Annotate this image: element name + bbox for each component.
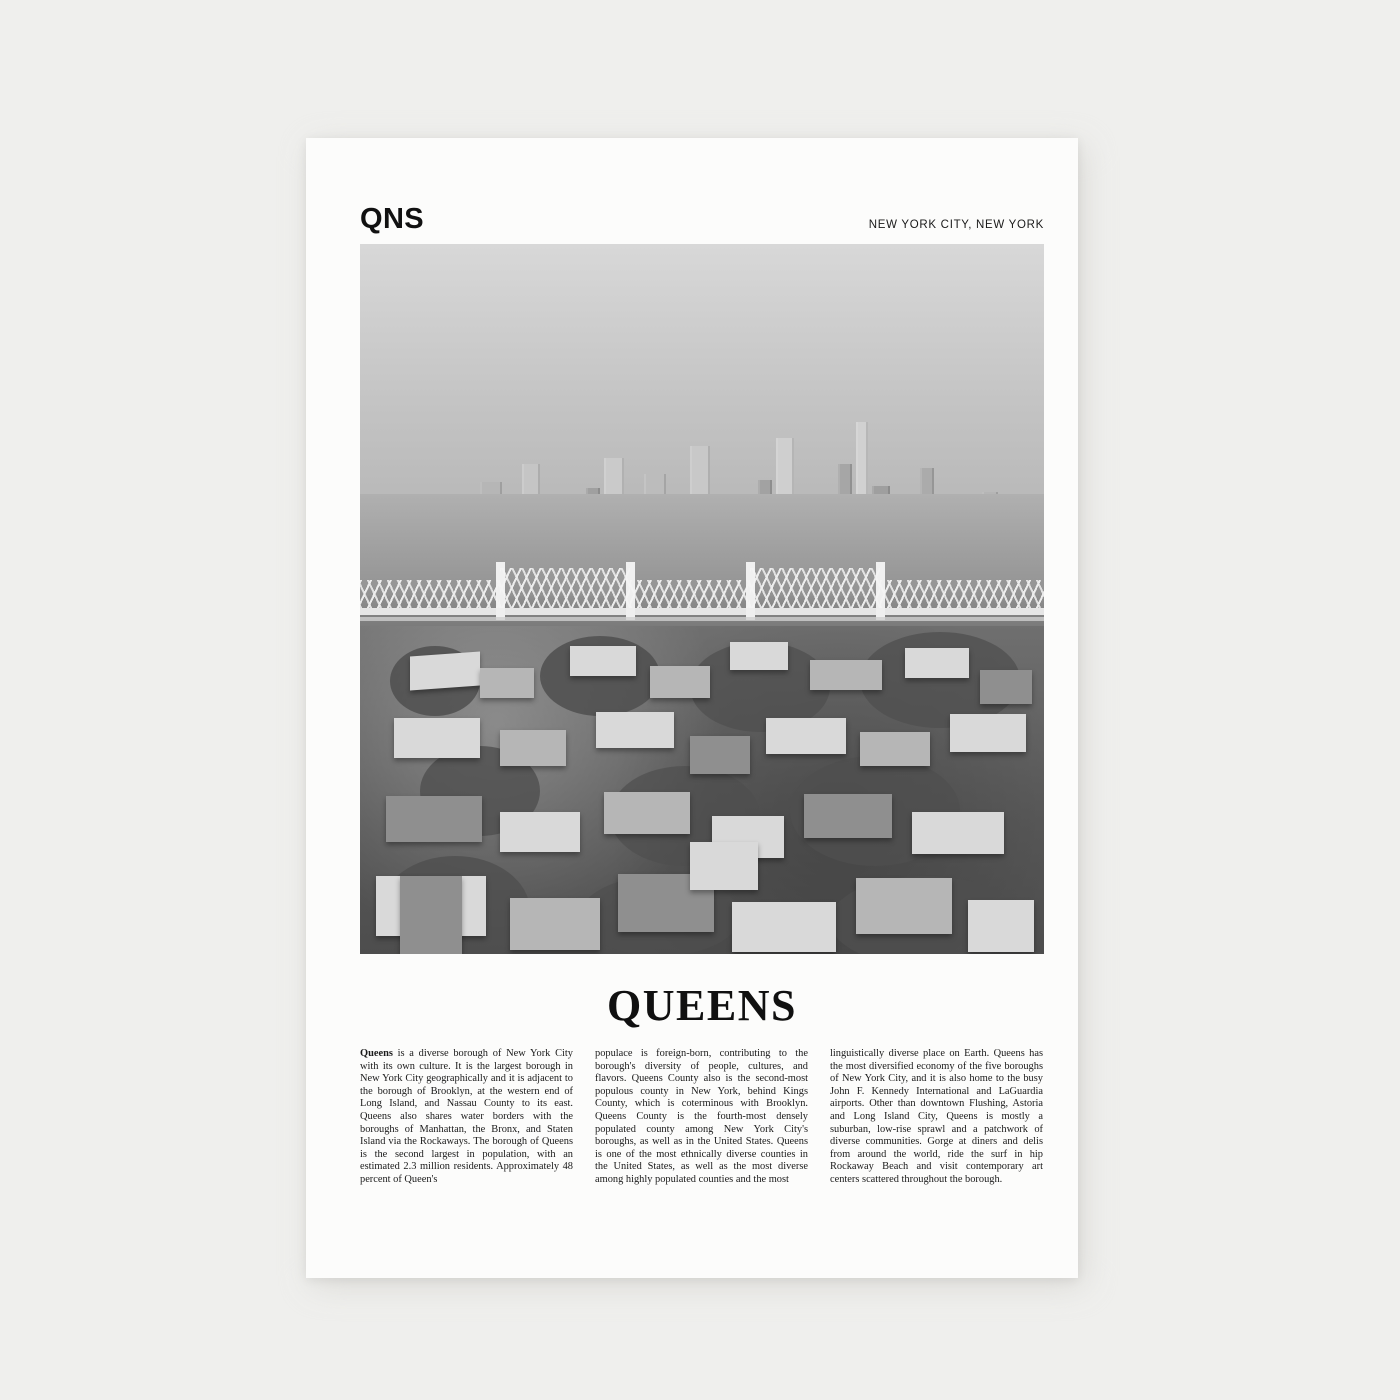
- column-text: linguistically diverse place on Earth. Queens has the most diversified economy of the five boroughs of New York City, and it is also home to the busy John F. Kennedy International and LaGuardia airports. Other than downtown Flushing, Astoria and Long Island City, Queens is mostly a suburban, low-rise sprawl and a patchwork of diverse communities. Gorge at diners and delis from around the world, ride the surf in hip Rockaway Beach and visit contemporary art centers scattered throughout the borough.: [830, 1048, 1043, 1185]
- page-title: QUEENS: [607, 981, 797, 1030]
- column-text: populace is foreign-born, contributing to the borough's diversity of people, cultures, and flavors. Queens County also is the second-most populous county in New York, behind Kings County, which is coterminous with Brooklyn. Queens County is the fourth-most densely populated county among New York City's boroughs, as well as in the United States. Queens is one of the most ethnically diverse counties in the United States, as well as the most diverse among highly populated counties and the most: [595, 1048, 808, 1185]
- poster-photo: [360, 244, 1044, 954]
- poster: [306, 138, 1078, 1278]
- column-text: is a diverse borough of New York City with its own culture. It is the largest borough in New York City geographically and it is adjacent to the borough of Brooklyn, at the western end of Long Island, and Nassau County to its east. Queens also shares water borders with the boroughs of Manhattan, the Bronx, and Staten Island via the Rockaways. The borough of Queens is the second largest in population, with an estimated 2.3 million residents. Approximately 48 percent of Queen's: [360, 1048, 573, 1185]
- body-column-1: [360, 1048, 573, 1187]
- body-column-3: [830, 1048, 1043, 1187]
- body-column-2: [595, 1048, 808, 1187]
- airport-code: QNS: [360, 203, 425, 235]
- queensboro-bridge: [360, 562, 1044, 632]
- photo-foreground: [360, 626, 1044, 954]
- body-columns: [360, 1048, 1044, 1187]
- poster-content: [360, 200, 1044, 1222]
- location-label: NEW YORK CITY, NEW YORK: [868, 218, 1044, 231]
- poster-header: [360, 200, 1044, 234]
- lead-word: Queens: [360, 1048, 393, 1059]
